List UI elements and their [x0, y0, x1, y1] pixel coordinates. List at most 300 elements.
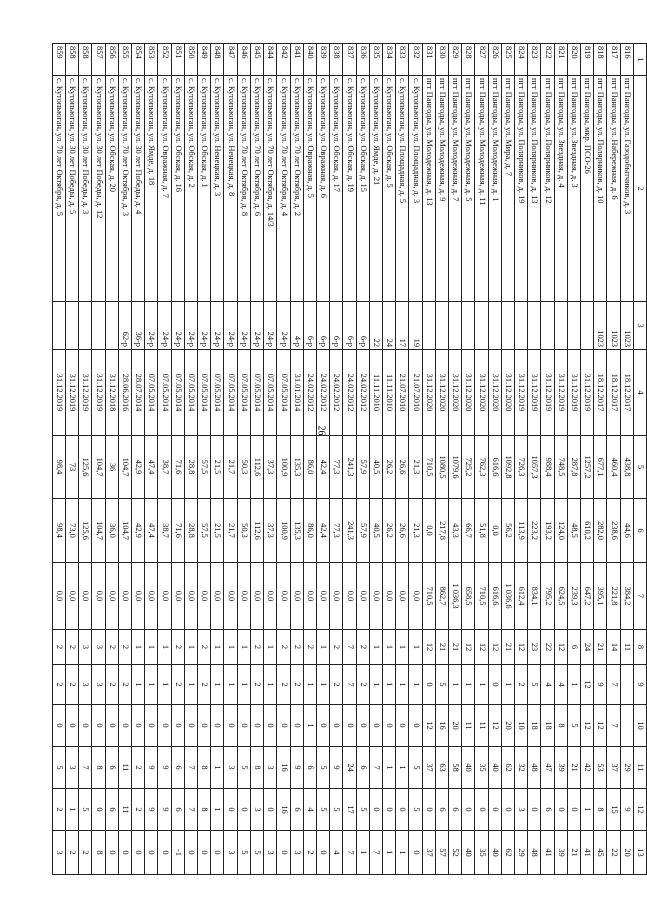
table-cell: 710,5 [422, 563, 435, 630]
table-cell: 0,0 [250, 563, 263, 630]
table-cell [501, 302, 514, 350]
table-cell: 0,0 [316, 563, 329, 630]
table-cell: с. Кутопьюган, ул. 70 лет Октября, д. 4 [277, 76, 290, 302]
table-cell: 1 [66, 789, 79, 831]
table-cell: с. Кутопьюган, ул. 70 лет Октября, д. 8 [237, 76, 250, 302]
table-cell: 0 [277, 831, 290, 875]
table-cell: 07.05.2014 [184, 350, 197, 436]
table-cell: 0 [567, 789, 580, 831]
table-cell: 0 [158, 705, 171, 747]
table-cell: 835 [369, 44, 382, 76]
table-row [607, 44, 620, 875]
table-cell: 0 [105, 705, 118, 747]
table-cell: 658,5 [462, 563, 475, 630]
table-cell [475, 302, 488, 350]
table-cell: 36-р [132, 302, 145, 350]
table-cell: 1079,6 [448, 436, 461, 499]
table-cell: 07.05.2014 [277, 350, 290, 436]
table-cell: 5 [52, 747, 65, 789]
table-cell: 48 [528, 747, 541, 789]
table-cell: 2 [356, 665, 369, 705]
table-cell: 31.12.2020 [475, 350, 488, 436]
table-row [356, 44, 369, 875]
table-cell: 0 [211, 831, 224, 875]
table-cell: 63 [435, 747, 448, 789]
table-cell [435, 302, 448, 350]
table-cell: 66,7 [462, 499, 475, 563]
table-cell: 21,7 [224, 499, 237, 563]
table-cell: 0 [79, 705, 92, 747]
table-cell: 852 [158, 44, 171, 76]
table-cell: 42,9 [132, 436, 145, 499]
table-cell: 828 [462, 44, 475, 76]
table-cell: 24-р [264, 302, 277, 350]
table-cell: с. Кутопьюган, ул. Площадная, д. 3 [409, 76, 422, 302]
table-cell: 1 [369, 665, 382, 705]
table-cell: 6 [171, 747, 184, 789]
table-row [448, 44, 461, 875]
table-cell: пгт Пангоды, ул. Молодежная, д. 7 [448, 76, 461, 302]
table-cell: 21 [501, 630, 514, 665]
table-row [118, 44, 131, 875]
table-cell: 0,0 [264, 563, 277, 630]
table-cell: 12 [488, 630, 501, 665]
table-cell: 56,2 [501, 499, 514, 563]
table-cell: 847 [224, 44, 237, 76]
table-cell: 6 [171, 789, 184, 831]
table-cell: 0 [396, 789, 409, 831]
table-cell: 1 [396, 747, 409, 789]
table-cell: 35 [475, 747, 488, 789]
column-header: 9 [633, 665, 646, 705]
table-cell: 15 [607, 789, 620, 831]
table-cell: 07.05.2014 [211, 350, 224, 436]
table-cell: с. Кутопьюган, ул. Ненецкая, д. 3 [211, 76, 224, 302]
table-cell: 26,6 [396, 499, 409, 563]
table-cell: 47,4 [145, 436, 158, 499]
table-cell [528, 302, 541, 350]
table-cell: 40 [488, 831, 501, 875]
table-cell: 241,3 [343, 436, 356, 499]
table-cell: 1023 [594, 302, 607, 350]
table-cell: 22 [541, 630, 554, 665]
table-cell: 24.02.2012 [356, 350, 369, 436]
table-cell: 6-р [330, 302, 343, 350]
table-cell: 07.05.2014 [237, 350, 250, 436]
table-cell: 0,0 [382, 563, 395, 630]
table-cell: 3 [92, 630, 105, 665]
table-row [290, 44, 303, 875]
table-cell: 62 [501, 831, 514, 875]
table-cell: 16 [435, 705, 448, 747]
table-cell: 842 [277, 44, 290, 76]
table-cell: 647,2 [580, 563, 593, 630]
table-cell: 4 [330, 831, 343, 875]
table-cell: 6-р [356, 302, 369, 350]
table-cell: 1 [211, 747, 224, 789]
table-row [435, 44, 448, 875]
table-cell: 07.05.2014 [171, 350, 184, 436]
table-cell: 2 [132, 747, 145, 789]
table-cell: 7 [343, 665, 356, 705]
table-cell: 38,7 [158, 436, 171, 499]
table-row [211, 44, 224, 875]
table-cell: 50,3 [237, 499, 250, 563]
table-cell: с. Кутопьюган, ул. Ненецкая, д. 8 [224, 76, 237, 302]
table-cell: 2 [198, 665, 211, 705]
table-cell: 839 [316, 44, 329, 76]
table-cell: 6 [105, 747, 118, 789]
table-cell: 0,0 [132, 563, 145, 630]
table-cell: 834,1 [528, 563, 541, 630]
table-cell: 43,3 [448, 499, 461, 563]
table-cell: пгт Пангоды, ул. Звездная, д. 3 [567, 76, 580, 302]
table-cell: 24-р [224, 302, 237, 350]
table-cell: 98,4 [52, 436, 65, 499]
table-cell: с. Кутопьюган, ул. Обская, д. 1 [198, 76, 211, 302]
table-cell: 12 [475, 630, 488, 665]
table-cell: 2 [105, 665, 118, 705]
table-cell: 0,0 [356, 563, 369, 630]
table-cell [488, 302, 501, 350]
table-cell: 16 [277, 789, 290, 831]
table-cell: 5 [567, 705, 580, 747]
table-cell: 0 [422, 665, 435, 705]
table-cell [105, 302, 118, 350]
table-cell: 31.12.2020 [501, 350, 514, 436]
table-cell: 24.02.2012 [330, 350, 343, 436]
table-cell: 282,0 [594, 499, 607, 563]
table-cell: 0 [475, 789, 488, 831]
rotated-table-container [35, 43, 647, 874]
table-cell: 6-р [316, 302, 329, 350]
table-row [277, 44, 290, 875]
table-row [620, 44, 633, 875]
table-cell: 841 [290, 44, 303, 76]
table-cell: с. Кутопьюган, ул. Ямде, д. 21 [369, 76, 382, 302]
table-cell: 824 [514, 44, 527, 76]
table-cell: 823 [528, 44, 541, 76]
table-cell: 77,3 [330, 499, 343, 563]
table-cell: 6 [290, 789, 303, 831]
table-row [541, 44, 554, 875]
table-cell: 86,0 [303, 499, 316, 563]
table-cell: с. Кутопьюган, ул. Овражная, д. 7 [158, 76, 171, 302]
table-cell: пгт Пангоды, ул. Молодежная, д. 5 [462, 76, 475, 302]
housing-table [52, 43, 647, 875]
table-cell: 28.06.2016 [118, 350, 131, 436]
table-cell: 2 [277, 665, 290, 705]
table-cell: 40 [462, 747, 475, 789]
table-row [580, 44, 593, 875]
table-cell: 7 [607, 705, 620, 747]
table-cell: с. Кутопьюган, ул. 70 лет Октября, д. 5 [52, 76, 65, 302]
table-cell: 2 [514, 665, 527, 705]
table-cell: 39 [554, 831, 567, 875]
table-cell: 858 [66, 44, 79, 76]
table-cell: 5 [409, 747, 422, 789]
table-cell: 12 [488, 705, 501, 747]
table-cell: 0,0 [303, 563, 316, 630]
table-cell: 1 [316, 665, 329, 705]
table-cell: 1 [184, 630, 197, 665]
table-cell: 12 [462, 630, 475, 665]
table-cell: 9 [620, 789, 633, 831]
table-cell: 31.12.2019 [92, 350, 105, 436]
table-cell: 1 [132, 665, 145, 705]
table-cell: с. Кутопьюган, ул. Обская, д. 16 [171, 76, 184, 302]
table-row [369, 44, 382, 875]
table-cell: 36 [105, 436, 118, 499]
table-cell: 40 [488, 747, 501, 789]
table-row [264, 44, 277, 875]
table-cell: 851 [171, 44, 184, 76]
table-cell: 31.12.2020 [462, 350, 475, 436]
table-cell: 21 [448, 630, 461, 665]
table-cell: 3 [92, 665, 105, 705]
table-cell: 0 [382, 705, 395, 747]
table-cell: 856 [105, 44, 118, 76]
table-cell: 0 [171, 705, 184, 747]
table-cell: 24-р [250, 302, 263, 350]
table-cell: 0 [382, 789, 395, 831]
table-row [488, 44, 501, 875]
table-cell: 1 [382, 747, 395, 789]
table-cell: 41 [541, 831, 554, 875]
table-cell: 460,4 [607, 436, 620, 499]
table-cell: 18 [528, 705, 541, 747]
table-cell: 0 [237, 705, 250, 747]
table-cell: 104,7 [92, 499, 105, 563]
table-cell: 2 [330, 630, 343, 665]
table-cell: 2 [105, 630, 118, 665]
table-cell: 1023 [620, 302, 633, 350]
table-cell: 53 [594, 747, 607, 789]
table-cell: 1 [264, 665, 277, 705]
table-cell: 5 [316, 747, 329, 789]
table-cell: 2 [66, 665, 79, 705]
table-cell: 854 [132, 44, 145, 76]
table-cell: 7 [607, 665, 620, 705]
table-cell: 1 [158, 630, 171, 665]
table-cell: 31.01.2014 [290, 350, 303, 436]
table-row [79, 44, 92, 875]
table-cell: 838 [330, 44, 343, 76]
table-cell: 112,6 [250, 436, 263, 499]
table-cell: пгт Пангоды, ул. Звездная, д. 4 [554, 76, 567, 302]
table-cell: 1 [396, 630, 409, 665]
table-cell: 47 [541, 747, 554, 789]
table-cell: 98,4 [52, 499, 65, 563]
table-cell: 853 [145, 44, 158, 76]
table-cell: 24-р [211, 302, 224, 350]
table-cell: 0,0 [290, 563, 303, 630]
table-cell: 8 [594, 789, 607, 831]
table-cell: 3 [264, 747, 277, 789]
table-cell: 1080,5 [435, 436, 448, 499]
table-cell: 1 [382, 831, 395, 875]
table-cell: 0 [462, 789, 475, 831]
table-cell: 6 [567, 630, 580, 665]
table-cell: 836 [356, 44, 369, 76]
table-cell: 21.07.2010 [409, 350, 422, 436]
column-header: 6 [633, 499, 646, 563]
table-cell: 11.11.2010 [382, 350, 395, 436]
table-cell: с. Кутопьюган, ул. 30 лет Победы, д. 3 [79, 76, 92, 302]
table-row [237, 44, 250, 875]
table-cell: 62-р [118, 302, 131, 350]
table-cell: 135,3 [290, 499, 303, 563]
table-cell: 44,6 [620, 499, 633, 563]
table-cell: 0 [145, 831, 158, 875]
table-cell: 4-р [290, 302, 303, 350]
table-cell: 0 [198, 831, 211, 875]
table-cell: 850 [184, 44, 197, 76]
table-cell: 31.12.2019 [514, 350, 527, 436]
table-cell: 07.05.2014 [145, 350, 158, 436]
table-cell: 9 [594, 665, 607, 705]
table-cell: пгт Пангоды, ул. Молодежная, д. 9 [435, 76, 448, 302]
table-row [462, 44, 475, 875]
table-cell: 820 [567, 44, 580, 76]
table-cell: 17 [343, 789, 356, 831]
table-cell: пгт Пангоды, мкр. ПСО-26 [580, 76, 593, 302]
table-cell: 6-р [343, 302, 356, 350]
table-row [409, 44, 422, 875]
table-cell: 37 [422, 747, 435, 789]
table-cell: 21,3 [409, 436, 422, 499]
table-cell: 748,5 [554, 436, 567, 499]
table-cell: 31.12.2020 [435, 350, 448, 436]
table-cell: 1 [462, 665, 475, 705]
table-cell: 26,2 [382, 499, 395, 563]
table-cell: 21,5 [211, 499, 224, 563]
table-cell: 239,3 [567, 563, 580, 630]
table-cell: 0 [501, 789, 514, 831]
table-cell: 6-р [303, 302, 316, 350]
table-row [250, 44, 263, 875]
table-cell: 616,6 [488, 563, 501, 630]
table-cell: 2 [132, 789, 145, 831]
table-cell: 818 [594, 44, 607, 76]
table-cell: 2 [52, 630, 65, 665]
table-cell: с. Кутопьюган, ул. Обская, д. 20 [105, 76, 118, 302]
table-cell: 5 [330, 789, 343, 831]
table-cell: пгт Пангоды, ул. Молодежная, д. 1 [488, 76, 501, 302]
table-cell: 844 [264, 44, 277, 76]
table-cell: 0,0 [105, 563, 118, 630]
table-cell: 31.12.2019 [541, 350, 554, 436]
table-cell: 57,9 [356, 499, 369, 563]
table-cell: 9 [158, 789, 171, 831]
table-cell: 0 [145, 705, 158, 747]
table-cell: 0 [396, 705, 409, 747]
table-cell: 0 [118, 831, 131, 875]
table-cell: 51,8 [475, 499, 488, 563]
table-cell: 0,0 [118, 563, 131, 630]
table-cell: пгт Пангоды, ул. Молодежная, д. 13 [422, 76, 435, 302]
table-cell: 2 [277, 630, 290, 665]
column-header: 7 [633, 563, 646, 630]
table-cell: 831 [422, 44, 435, 76]
table-cell: 845 [250, 44, 263, 76]
table-cell: с. Кутопьюган, ул. Площадная, д. 5 [396, 76, 409, 302]
table-row [158, 44, 171, 875]
table-cell: 1057,3 [528, 436, 541, 499]
table-cell: с. Кутопьюган, ул. 30 лет Победы, д. 5 [66, 76, 79, 302]
table-cell: 3 [79, 665, 92, 705]
table-cell: 9 [290, 747, 303, 789]
table-cell: 50,3 [237, 436, 250, 499]
table-cell: 31.12.2020 [448, 350, 461, 436]
table-cell: пгт Пангоды, ул. Полярников, д. 12 [541, 76, 554, 302]
table-cell: 0,0 [158, 563, 171, 630]
table-cell: 113,9 [514, 499, 527, 563]
table-cell: 28.07.2014 [132, 350, 145, 436]
table-cell: 07.05.2014 [198, 350, 211, 436]
table-cell: 840 [303, 44, 316, 76]
table-cell: 31.12.2019 [528, 350, 541, 436]
table-cell: 241,3 [343, 499, 356, 563]
table-cell: 5 [237, 747, 250, 789]
table-cell: 10 [514, 705, 527, 747]
table-cell: 0 [422, 789, 435, 831]
table-cell: 384,2 [620, 563, 633, 630]
table-cell: 9 [145, 789, 158, 831]
table-cell: 0 [211, 705, 224, 747]
table-cell: 24-р [158, 302, 171, 350]
table-cell: 42,4 [316, 436, 329, 499]
table-cell: 17 [396, 302, 409, 350]
table-cell: 837 [343, 44, 356, 76]
table-cell: 40,5 [369, 436, 382, 499]
table-cell: 0 [316, 831, 329, 875]
table-cell: 832 [409, 44, 422, 76]
table-cell: 7 [343, 831, 356, 875]
table-cell: 21 [567, 747, 580, 789]
table-cell: 1 [224, 665, 237, 705]
table-cell: 8 [198, 747, 211, 789]
table-cell: 5 [528, 665, 541, 705]
table-cell: 21 [567, 831, 580, 875]
table-cell: 5 [250, 831, 263, 875]
table-cell: 71,6 [171, 436, 184, 499]
table-cell: 37,3 [264, 499, 277, 563]
table-cell: 0 [343, 705, 356, 747]
table-cell: 37,3 [264, 436, 277, 499]
table-cell: 12 [422, 705, 435, 747]
table-cell: 0,0 [422, 499, 435, 563]
table-row [224, 44, 237, 875]
table-cell: 2 [52, 665, 65, 705]
table-cell: 24 [382, 302, 395, 350]
table-cell: пгт Пангоды, ул. Мира, д. 7 [501, 76, 514, 302]
table-cell: 125,6 [79, 436, 92, 499]
table-cell: 73,0 [66, 499, 79, 563]
table-cell: с. Кутопьюган, ул. Обская, д. 2 [184, 76, 197, 302]
table-cell: 38,7 [158, 499, 171, 563]
column-header: 5 [633, 436, 646, 499]
column-header: 2 [633, 76, 646, 302]
table-cell: 1 [184, 665, 197, 705]
table-cell: 42 [580, 747, 593, 789]
table-row [475, 44, 488, 875]
table-cell: 616,6 [488, 436, 501, 499]
table-cell: 287,8 [567, 436, 580, 499]
table-cell [620, 665, 633, 705]
table-cell: 12 [580, 665, 593, 705]
table-cell: 816 [620, 44, 633, 76]
